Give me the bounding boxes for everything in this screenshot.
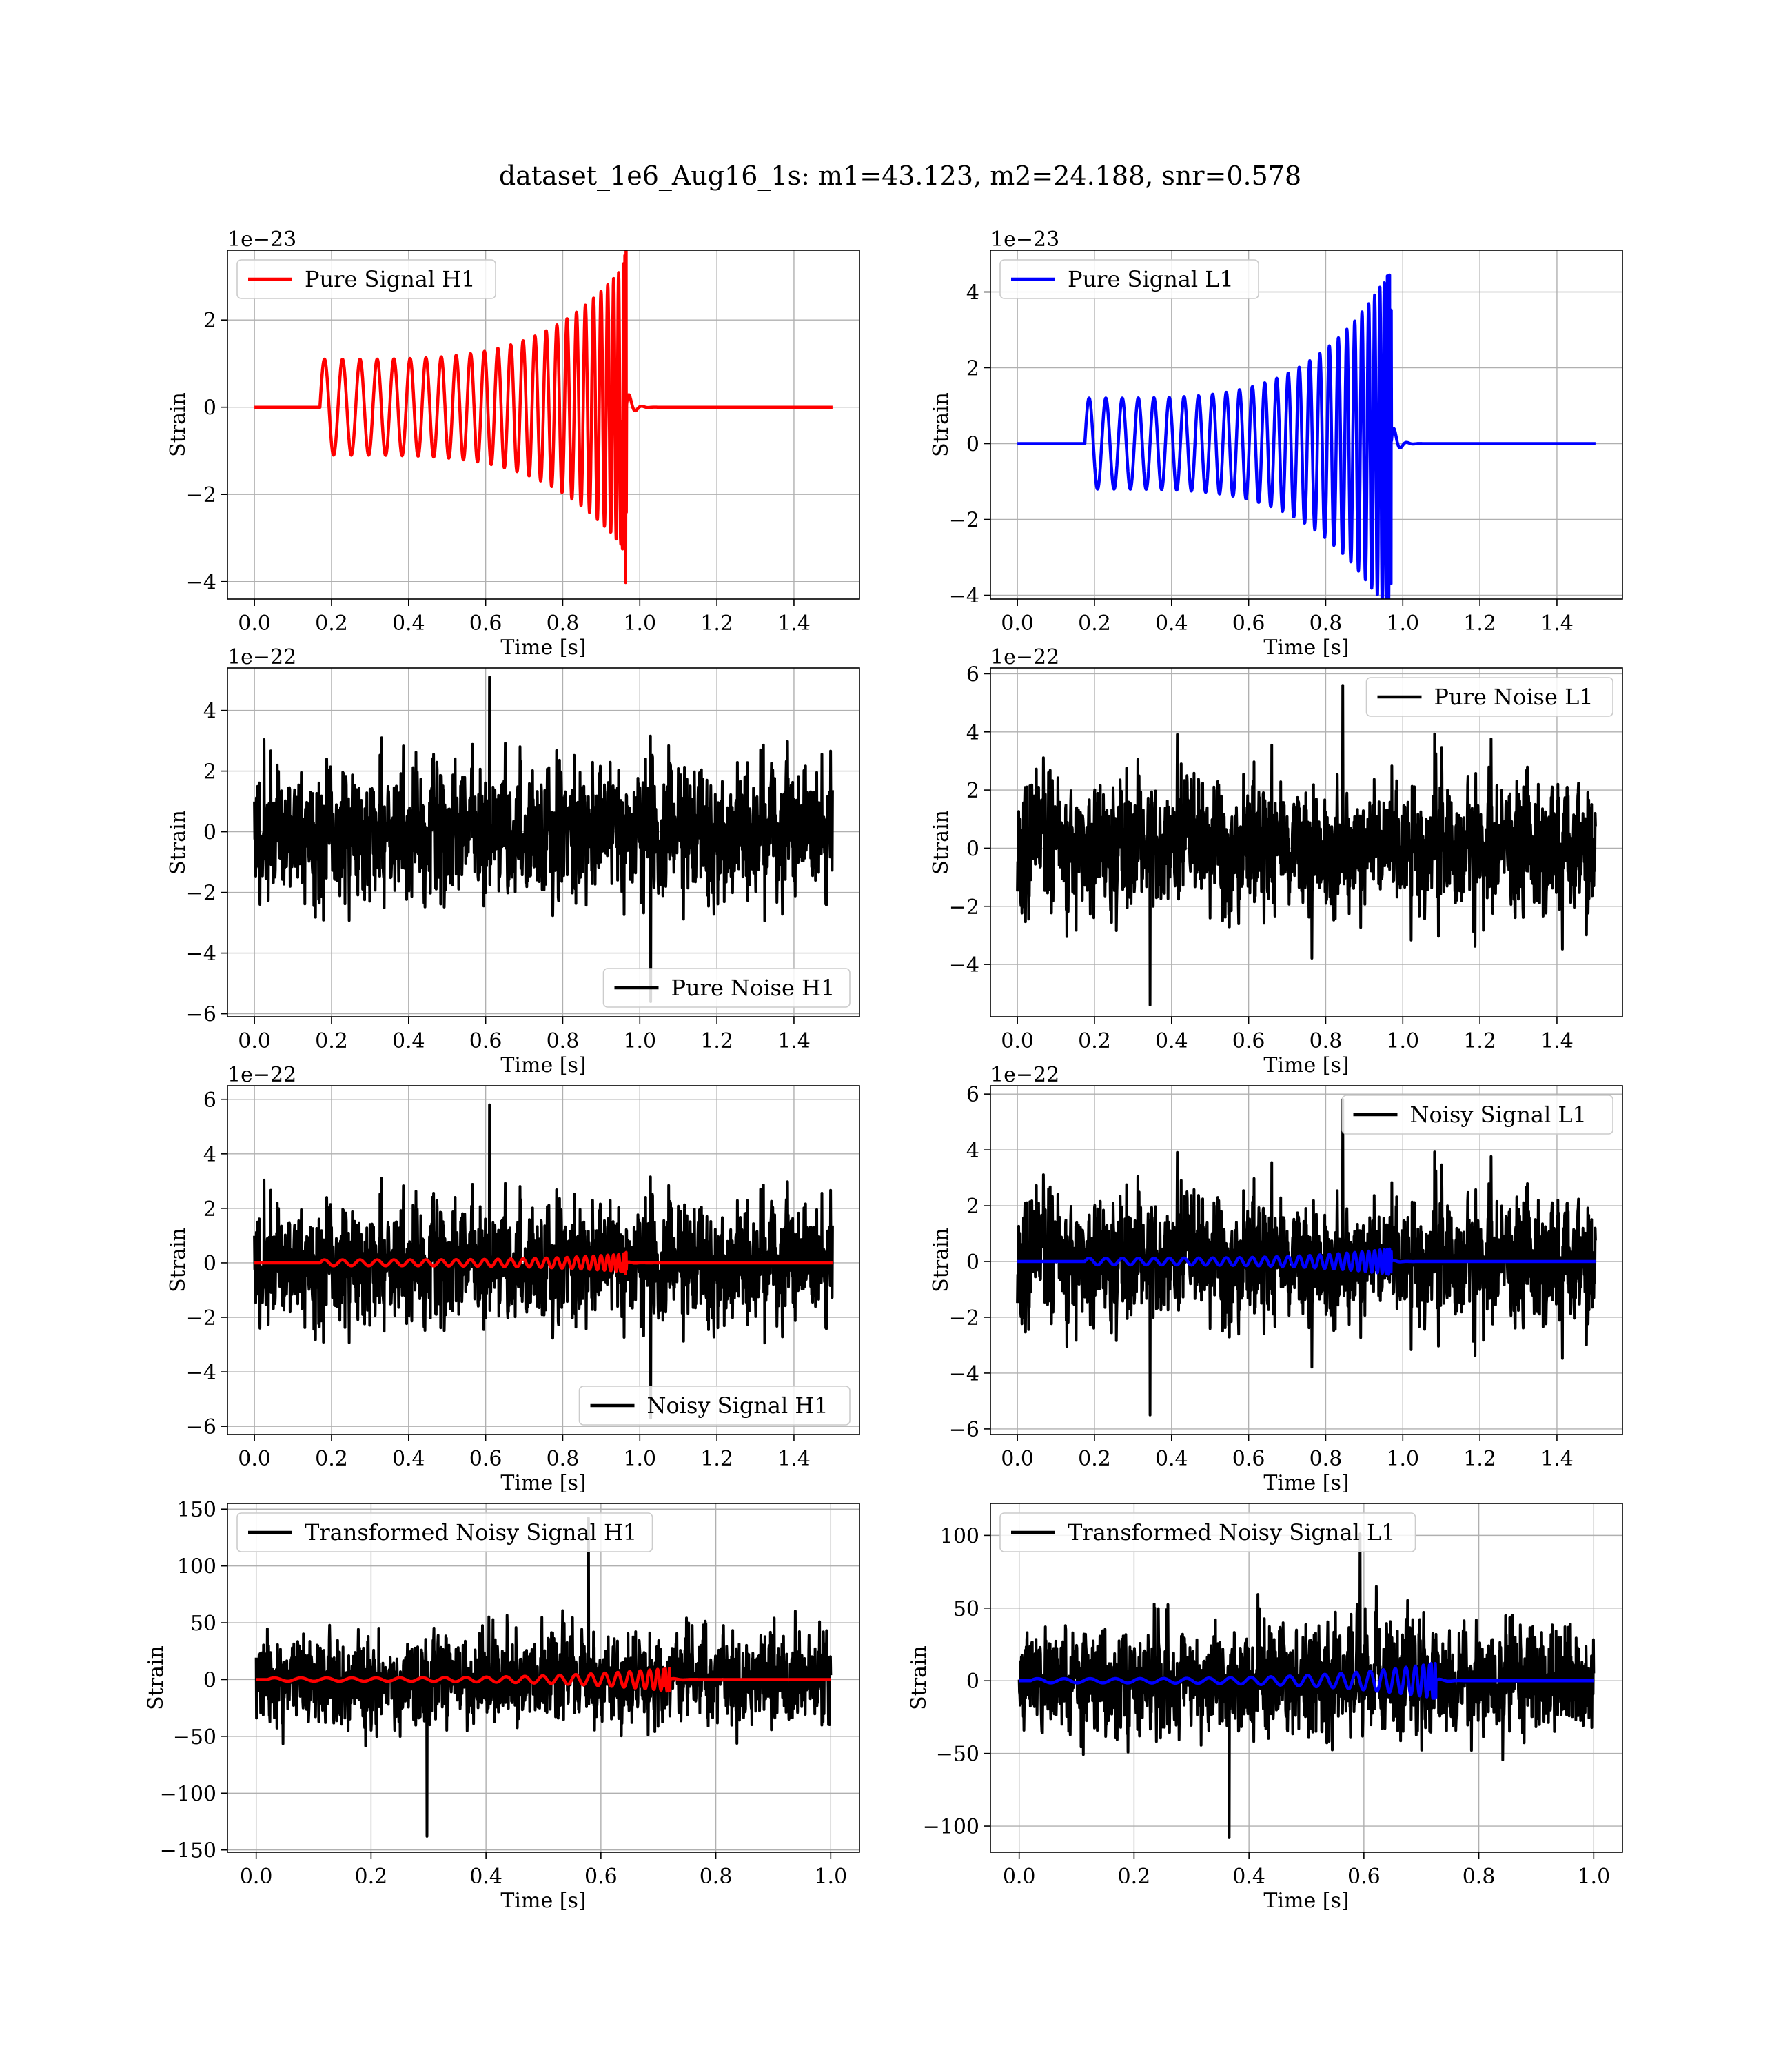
x-tick-label: 0.4: [1154, 611, 1188, 636]
x-tick-label: 0.4: [391, 1447, 425, 1471]
x-tick-label: 0.6: [469, 1029, 502, 1053]
x-tick-label: 1.0: [623, 611, 657, 636]
legend: [1343, 1095, 1613, 1134]
y-axis-label: Strain: [929, 810, 953, 875]
y-tick-label: −150: [159, 1838, 216, 1863]
x-tick-label: 0.4: [1154, 1029, 1188, 1053]
x-tick-label: 0.2: [354, 1865, 388, 1889]
x-axis-label: Time [s]: [1263, 1889, 1350, 1913]
y-tick-label: 2: [203, 309, 216, 334]
x-tick-label: 0.6: [1232, 1447, 1265, 1471]
legend: [1000, 1513, 1416, 1552]
x-tick-label: 0.2: [315, 1447, 348, 1471]
y-tick-label: 0: [203, 396, 216, 420]
x-tick-label: 1.2: [700, 1447, 733, 1471]
x-tick-label: 0.0: [1001, 1029, 1034, 1053]
y-tick-label: 100: [176, 1554, 216, 1579]
x-tick-label: 0.6: [469, 611, 502, 636]
y-tick-label: −50: [172, 1725, 216, 1750]
y-axis-label: Strain: [166, 392, 190, 457]
x-tick-label: 0.2: [1078, 611, 1111, 636]
legend-label: Pure Signal L1: [1068, 266, 1234, 292]
y-tick-label: −4: [185, 570, 216, 595]
y-tick-label: −2: [185, 881, 216, 906]
y-tick-label: 2: [966, 1195, 979, 1219]
legend: [237, 260, 496, 298]
y-tick-label: 6: [966, 662, 979, 687]
x-axis-label: Time [s]: [500, 1053, 587, 1077]
y-axis-label: Strain: [166, 1228, 190, 1292]
y-tick-label: −4: [948, 1361, 979, 1386]
y-axis-label: Strain: [929, 392, 953, 457]
y-tick-label: 2: [966, 356, 979, 381]
y-tick-label: −100: [159, 1782, 216, 1807]
y-tick-label: 0: [966, 432, 979, 457]
x-tick-label: 0.8: [546, 1447, 580, 1471]
x-tick-label: 1.0: [623, 1447, 657, 1471]
y-tick-label: 4: [966, 720, 979, 745]
x-tick-label: 0.0: [239, 1865, 273, 1889]
legend-label: Transformed Noisy Signal L1: [1068, 1519, 1396, 1545]
x-tick-label: 0.4: [1154, 1447, 1188, 1471]
y-tick-label: −6: [185, 1415, 216, 1440]
legend: [1000, 260, 1259, 298]
y-tick-label: 0: [966, 1670, 979, 1694]
x-tick-label: 1.0: [1386, 1029, 1420, 1053]
y-tick-label: −2: [948, 1306, 979, 1330]
x-tick-label: 0.4: [391, 611, 425, 636]
figure-title: dataset_1e6_Aug16_1s: m1=43.123, m2=24.188, snr=0.578: [498, 161, 1302, 191]
offset-text: 1e−22: [227, 645, 297, 669]
y-tick-label: 4: [203, 699, 216, 724]
y-tick-label: −2: [185, 483, 216, 508]
x-tick-label: 0.8: [1309, 1447, 1343, 1471]
x-tick-label: 1.2: [1463, 1447, 1496, 1471]
x-tick-label: 0.6: [469, 1447, 502, 1471]
x-tick-label: 0.6: [1347, 1865, 1381, 1889]
y-tick-label: −4: [185, 942, 216, 966]
x-axis-label: Time [s]: [500, 1889, 587, 1913]
y-tick-label: 4: [203, 1142, 216, 1167]
y-tick-label: −2: [948, 508, 979, 533]
x-tick-label: 0.4: [391, 1029, 425, 1053]
x-tick-label: 1.4: [1540, 611, 1574, 636]
x-tick-label: 0.6: [584, 1865, 618, 1889]
subplot-pure-signal-l1: [929, 227, 1622, 660]
legend-label: Noisy Signal L1: [1409, 1102, 1587, 1128]
x-tick-label: 1.4: [1540, 1029, 1574, 1053]
x-tick-label: 1.0: [623, 1029, 657, 1053]
y-tick-label: −4: [948, 953, 979, 978]
x-tick-label: 0.2: [1078, 1447, 1111, 1471]
x-tick-label: 1.0: [1577, 1865, 1611, 1889]
x-tick-label: 0.4: [469, 1865, 502, 1889]
x-tick-label: 0.2: [315, 1029, 348, 1053]
y-tick-label: 0: [203, 1668, 216, 1693]
x-tick-label: 1.2: [700, 611, 733, 636]
y-axis-label: Strain: [166, 810, 190, 875]
x-tick-label: 0.8: [1309, 1029, 1343, 1053]
x-tick-label: 0.8: [546, 611, 580, 636]
x-tick-label: 0.0: [1002, 1865, 1036, 1889]
legend-label: Pure Noise H1: [671, 975, 835, 1001]
y-tick-label: 50: [190, 1612, 216, 1636]
x-tick-label: 0.0: [238, 611, 271, 636]
offset-text: 1e−22: [227, 1063, 297, 1087]
x-tick-label: 1.0: [1386, 611, 1420, 636]
x-tick-label: 0.2: [315, 611, 348, 636]
x-axis-label: Time [s]: [1263, 1471, 1350, 1495]
x-tick-label: 0.0: [1001, 1447, 1034, 1471]
x-tick-label: 0.8: [1309, 611, 1343, 636]
legend: [1367, 678, 1613, 716]
offset-text: 1e−22: [990, 1063, 1060, 1087]
x-tick-label: 0.0: [238, 1029, 271, 1053]
x-tick-label: 1.4: [1540, 1447, 1574, 1471]
y-tick-label: 0: [203, 820, 216, 845]
y-tick-label: −100: [922, 1815, 979, 1840]
y-tick-label: 2: [203, 1197, 216, 1221]
legend-label: Noisy Signal H1: [646, 1392, 828, 1419]
offset-text: 1e−22: [990, 645, 1060, 669]
y-tick-label: −50: [935, 1742, 979, 1767]
x-tick-label: 0.8: [699, 1865, 733, 1889]
x-tick-label: 0.8: [1462, 1865, 1496, 1889]
y-tick-label: 0: [203, 1251, 216, 1276]
x-tick-label: 1.4: [777, 1447, 811, 1471]
legend: [237, 1513, 653, 1552]
y-tick-label: 0: [966, 837, 979, 862]
x-tick-label: 1.4: [777, 1029, 811, 1053]
offset-text: 1e−23: [990, 227, 1060, 252]
legend: [580, 1386, 851, 1425]
y-axis-label: Strain: [929, 1228, 953, 1292]
x-tick-label: 0.8: [546, 1029, 580, 1053]
x-tick-label: 0.4: [1232, 1865, 1265, 1889]
x-axis-label: Time [s]: [500, 1471, 587, 1495]
y-tick-label: 50: [953, 1596, 979, 1621]
offset-text: 1e−23: [227, 227, 297, 252]
y-tick-label: 100: [939, 1524, 979, 1549]
y-tick-label: −2: [185, 1306, 216, 1331]
x-tick-label: 0.2: [1078, 1029, 1111, 1053]
y-tick-label: 2: [203, 760, 216, 784]
x-tick-label: 1.2: [1463, 611, 1496, 636]
x-tick-label: 1.0: [1386, 1447, 1420, 1471]
y-tick-label: 4: [966, 281, 979, 305]
x-tick-label: 0.6: [1232, 1029, 1265, 1053]
legend-label: Transformed Noisy Signal H1: [305, 1519, 638, 1545]
y-tick-label: 4: [966, 1139, 979, 1164]
y-tick-label: 2: [966, 779, 979, 804]
x-tick-label: 1.4: [777, 611, 811, 636]
y-tick-label: −2: [948, 895, 979, 920]
x-tick-label: 0.0: [1001, 611, 1034, 636]
legend-label: Pure Noise L1: [1434, 684, 1594, 710]
y-tick-label: 0: [966, 1250, 979, 1275]
x-tick-label: 1.2: [700, 1029, 733, 1053]
y-axis-label: Strain: [144, 1645, 168, 1710]
y-tick-label: −6: [948, 1417, 979, 1442]
x-tick-label: 0.2: [1117, 1865, 1151, 1889]
y-tick-label: −6: [185, 1002, 216, 1027]
legend-label: Pure Signal H1: [305, 266, 476, 292]
y-tick-label: −4: [948, 584, 979, 609]
x-axis-label: Time [s]: [500, 636, 587, 660]
x-axis-label: Time [s]: [1263, 636, 1350, 660]
legend: [604, 969, 851, 1007]
x-tick-label: 0.0: [238, 1447, 271, 1471]
x-tick-label: 1.2: [1463, 1029, 1496, 1053]
x-tick-label: 1.0: [814, 1865, 848, 1889]
y-axis-label: Strain: [907, 1645, 931, 1710]
y-tick-label: −4: [185, 1361, 216, 1386]
y-tick-label: 150: [176, 1498, 216, 1523]
x-tick-label: 0.6: [1232, 611, 1265, 636]
y-tick-label: 6: [203, 1088, 216, 1113]
y-tick-label: 6: [966, 1083, 979, 1108]
x-axis-label: Time [s]: [1263, 1053, 1350, 1077]
